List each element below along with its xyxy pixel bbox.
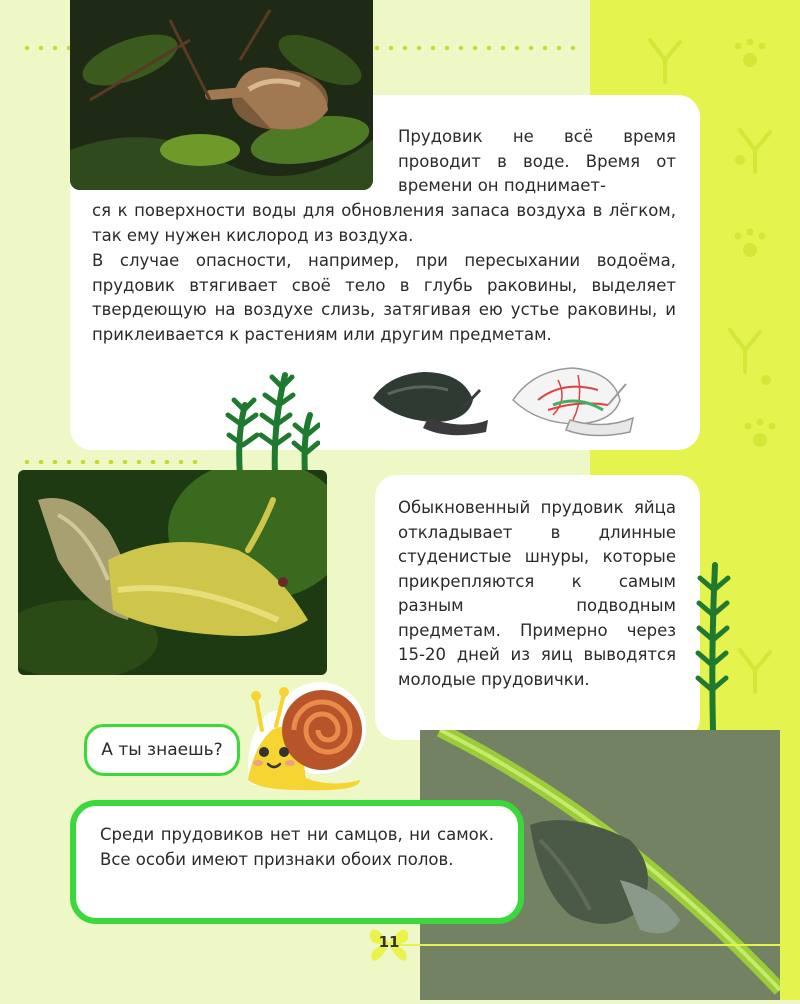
plant-decoration-left xyxy=(215,365,320,475)
question-bubble-text: А ты знаешь? xyxy=(101,740,223,760)
snail-underwater-photo xyxy=(18,470,327,675)
footer-line xyxy=(395,944,780,946)
dotted-divider-lower xyxy=(20,460,200,464)
plant-decoration-right xyxy=(685,560,740,730)
page-number: 11 xyxy=(378,933,400,951)
top-card-continuation-text: ся к поверхности воды для обновления запаса воздуха в лёгком, так ему нужен кислород из воздуха. xyxy=(92,201,676,245)
dark-snail-illustration xyxy=(368,360,498,440)
top-card-paragraph-2: В случае опасности, например, при пересыхании водоёма, прудовик втягивает своё тело в глубь раковины, выделяет твердеющую на воздухе слизь, затягивая ею устье раковины, и приклеивается к растениям или другим предметам. xyxy=(92,251,676,344)
top-card-intro-text: Прудовик не всё время проводит в воде. Время от времени он поднимает- xyxy=(398,127,676,195)
cartoon-snail-icon xyxy=(240,668,370,793)
did-you-know-text: Среди прудовиков нет ни самцов, ни самок. Все особи имеют признаки обоих полов. xyxy=(100,825,494,869)
question-bubble xyxy=(84,724,240,776)
snail-anatomy-illustration xyxy=(508,360,638,440)
middle-card-text: Обыкновенный прудовик яйца откладывает в длинные студенистые шнуры, которые прикрепляются к самым разным подводным предметам. Примерно через 15-20 дней из яиц выводятся молодые прудовички. xyxy=(398,498,676,689)
snail-on-plant-photo xyxy=(70,0,373,190)
